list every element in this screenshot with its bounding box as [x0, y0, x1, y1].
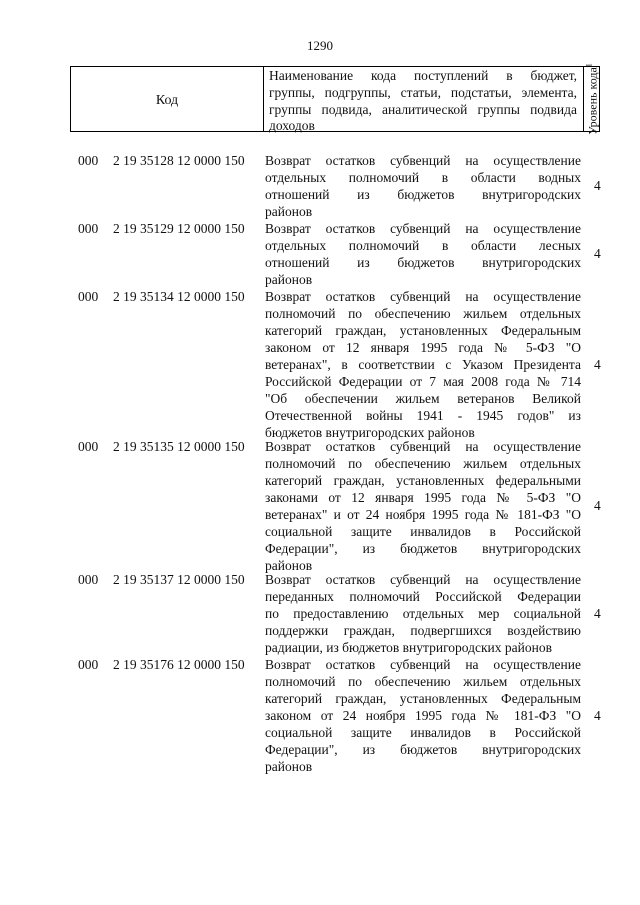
header-name-line: группы, подгруппы, статьи, подстатьи, элемента, — [269, 85, 577, 100]
description-line: законами от 12 января 1995 года № 5-ФЗ "О — [265, 490, 581, 505]
row-admin-code: 000 — [78, 439, 99, 454]
row-description — [265, 220, 581, 288]
description-line: социальной защите инвалидов в Российской — [265, 725, 581, 740]
description-line: радиации, из бюджетов внутригородских районов — [265, 640, 552, 655]
row-revenue-code: 2 19 35137 12 0000 150 — [113, 572, 245, 587]
description-line: ветеранах", в соответствии с Указом Президента — [265, 357, 581, 372]
description-line: категорий граждан, установленных Федеральным — [265, 691, 581, 706]
description-line: поддержки граждан, подвергшихся воздействию — [265, 623, 581, 638]
row-description — [265, 656, 581, 775]
row-level: 4 — [594, 357, 601, 372]
description-line: Российской Федерации от 7 мая 2008 года № 714 — [265, 374, 581, 389]
description-line: социальной защите инвалидов в Российской — [265, 524, 581, 539]
description-line: районов — [265, 558, 313, 573]
description-line: Федерации", из бюджетов внутригородских — [265, 541, 581, 556]
row-description — [265, 152, 581, 220]
header-level-label: Уровень кода$^1$ — [584, 63, 600, 135]
table-row — [0, 288, 640, 441]
description-line: законом от 12 января 1995 года № 5-ФЗ "О — [265, 340, 581, 355]
row-description — [265, 438, 581, 574]
page-number: 1290 — [307, 38, 333, 53]
row-revenue-code: 2 19 35135 12 0000 150 — [113, 439, 245, 454]
description-line: отношений из бюджетов внутригородских — [265, 255, 581, 270]
row-revenue-code: 2 19 35128 12 0000 150 — [113, 153, 245, 168]
row-level: 4 — [594, 498, 601, 513]
row-revenue-code: 2 19 35129 12 0000 150 — [113, 221, 245, 236]
description-line: Возврат остатков субвенций на осуществление — [265, 657, 581, 672]
table-row — [0, 656, 640, 775]
row-revenue-code: 2 19 35176 12 0000 150 — [113, 657, 245, 672]
row-level: 4 — [594, 246, 601, 261]
table-row — [0, 152, 640, 220]
description-line: полномочий по обеспечению жильем отдельных — [265, 306, 581, 321]
header-code-label: Код — [155, 93, 179, 108]
description-line: законом от 24 ноября 1995 года № 181-ФЗ "О — [265, 708, 581, 723]
header-name-line: группы подвида, аналитической группы подвида — [269, 102, 577, 117]
description-line: отдельных полномочий в области водных — [265, 170, 581, 185]
description-line: полномочий по обеспечению жильем отдельных — [265, 456, 581, 471]
description-line: отношений из бюджетов внутригородских — [265, 187, 581, 202]
row-admin-code: 000 — [78, 153, 99, 168]
table-header — [70, 63, 600, 135]
description-line: Возврат остатков субвенций на осуществление — [265, 572, 581, 587]
row-admin-code: 000 — [78, 289, 99, 304]
description-line: районов — [265, 204, 313, 219]
description-line: категорий граждан, установленных Федеральным — [265, 323, 581, 338]
row-admin-code: 000 — [78, 572, 99, 587]
description-line: отдельных полномочий в области лесных — [265, 238, 581, 253]
description-line: Отечественной войны 1941 - 1945 годов" из — [265, 408, 581, 423]
description-line: бюджетов внутригородских районов — [265, 425, 475, 440]
description-line: полномочий по обеспечению жильем отдельных — [265, 674, 581, 689]
header-name-line: доходов — [269, 118, 315, 133]
description-line: по предоставлению отдельных мер социальной — [265, 606, 581, 621]
row-description — [265, 571, 581, 656]
header-level-cell — [583, 63, 600, 135]
table-row — [0, 571, 640, 656]
table-row — [0, 438, 640, 574]
description-line: переданных полномочий Российской Федерации — [265, 589, 581, 604]
row-description — [265, 288, 581, 441]
table-row — [0, 220, 640, 288]
description-line: Возврат остатков субвенций на осуществление — [265, 153, 581, 168]
description-line: Возврат остатков субвенций на осуществление — [265, 439, 581, 454]
row-admin-code: 000 — [78, 657, 99, 672]
description-line: Возврат остатков субвенций на осуществление — [265, 289, 581, 304]
description-line: категорий граждан, установленных федеральными — [265, 473, 581, 488]
row-revenue-code: 2 19 35134 12 0000 150 — [113, 289, 245, 304]
header-code-cell — [71, 67, 264, 131]
row-level: 4 — [594, 708, 601, 723]
description-line: районов — [265, 272, 313, 287]
description-line: Возврат остатков субвенций на осуществление — [265, 221, 581, 236]
description-line: районов — [265, 759, 313, 774]
row-level: 4 — [594, 178, 601, 193]
row-admin-code: 000 — [78, 221, 99, 236]
footnote-marker: 1 — [584, 63, 594, 68]
row-level: 4 — [594, 606, 601, 621]
header-name-cell — [263, 67, 584, 131]
header-name-line: Наименование кода поступлений в бюджет, — [269, 68, 577, 83]
description-line: "Об обеспечении жильем ветеранов Великой — [265, 391, 581, 406]
description-line: Федерации", из бюджетов внутригородских — [265, 742, 581, 757]
description-line: ветеранах" и от 24 ноября 1995 года № 181-ФЗ "О — [265, 507, 581, 522]
